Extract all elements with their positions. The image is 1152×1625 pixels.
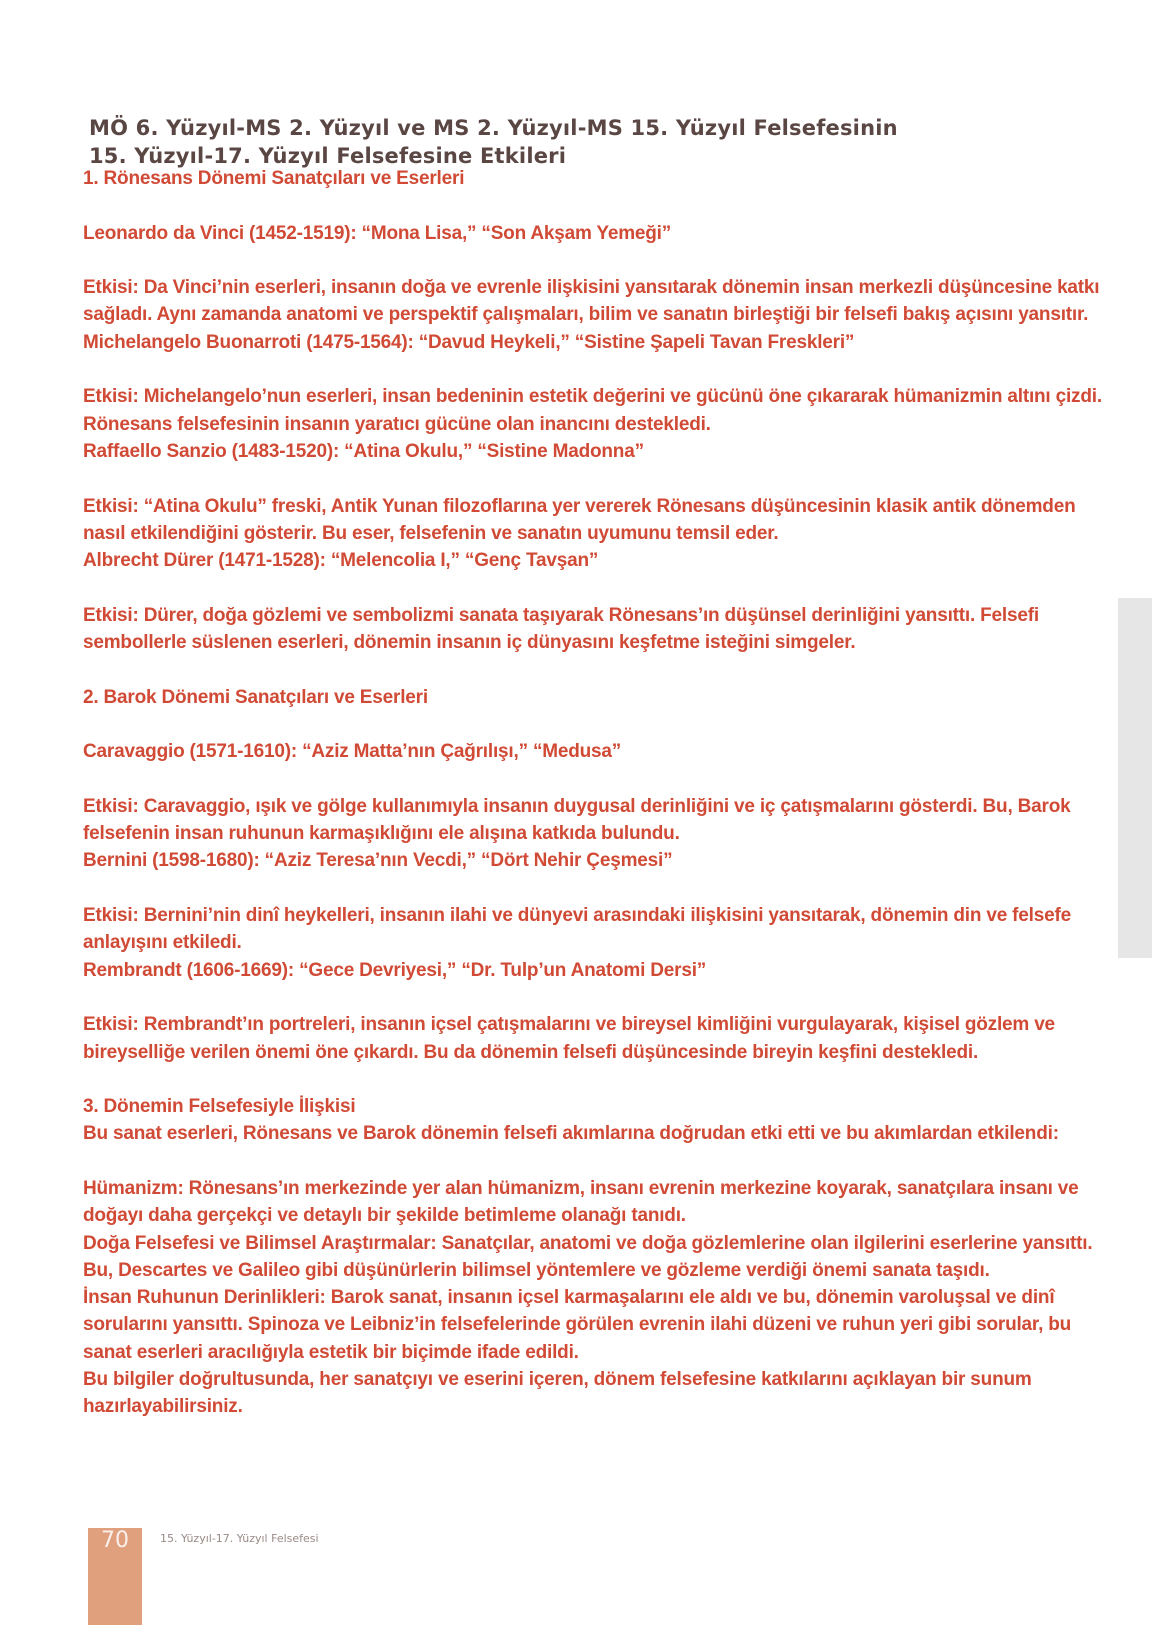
effect-raffaello: Etkisi: “Atina Okulu” freski, Antik Yunan filozoflarına yer vererek Rönesans düşüncesinin klasik antik dönemden nasıl etkilendiğini gösterir. Bu eser, felsefenin ve sanatın uyumunu temsil eder. xyxy=(83,495,1076,544)
philosophy-intro: Bu sanat eserleri, Rönesans ve Barok dönemin felsefi akımlarına doğrudan etki etti ve bu akımlardan etkilendi: xyxy=(83,1123,1059,1145)
effect-leonardo: Etkisi: Da Vinci’nin eserleri, insanın doğa ve evrenle ilişkisini yansıtarak dönemin insan merkezli düşüncesine katkı sağladı. Aynı zamanda anatomi ve perspektif çalışmaları, bilim ve sanatın birleştiği bir felsefi bakış açısını yansıtır. xyxy=(83,277,1100,326)
effect-michelangelo: Etkisi: Michelangelo’nun eserleri, insan bedeninin estetik değerini ve gücünü öne çıkararak hümanizmin altını çizdi. Rönesans felsefesinin insanın yaratıcı gücüne olan inancını destekledi. xyxy=(83,386,1102,435)
artist-raffaello: Raffaello Sanzio (1483-1520): “Atina Okulu,” “Sistine Madonna” xyxy=(83,440,644,462)
section-title-renaissance: 1. Rönesans Dönemi Sanatçıları ve Eserleri xyxy=(83,168,465,189)
artist-michelangelo: Michelangelo Buonarroti (1475-1564): “Davud Heykeli,” “Sistine Şapeli Tavan Freskleri” xyxy=(83,331,855,353)
item-human-soul: İnsan Ruhunun Derinlikleri: Barok sanat, insanın içsel karmaşalarını ele aldı ve bu, dönemin varoluşsal ve dinî sorularını yansıttı. Spinoza ve Leibniz’in felsefelerinde görülen evrenin ilahi düzeni ve ruhun yeri gibi sorular, bu sanat eserleri aracılığıyla estetik bir biçimde ifade edildi. xyxy=(83,1287,1072,1363)
running-footer: 15. Yüzyıl-17. Yüzyıl Felsefesi xyxy=(160,1532,319,1545)
effect-caravaggio: Etkisi: Caravaggio, ışık ve gölge kullanımıyla insanın duygusal derinliğini ve iç çatışmalarını gösterdi. Bu, Barok felsefenin insan ruhunun karmaşıklığını ele alışına katkıda bulundu. xyxy=(83,795,1071,845)
artist-rembrandt: Rembrandt (1606-1669): “Gece Devriyesi,” “Dr. Tulp’un Anatomi Dersi” xyxy=(83,959,707,981)
artist-durer: Albrecht Dürer (1471-1528): “Melencolia I,” “Genç Tavşan” xyxy=(83,550,599,572)
artist-leonardo: Leonardo da Vinci (1452-1519): “Mona Lisa,” “Son Akşam Yemeği” xyxy=(83,222,672,244)
closing-task: Bu bilgiler doğrultusunda, her sanatçıyı ve eserini içeren, dönem felsefesine katkılarını açıklayan bir sunum hazırlayabilirsiniz. xyxy=(83,1369,1032,1418)
body-text xyxy=(83,165,1118,1421)
artist-caravaggio: Caravaggio (1571-1610): “Aziz Matta’nın Çağrılışı,” “Medusa” xyxy=(83,741,622,763)
artist-bernini: Bernini (1598-1680): “Aziz Teresa’nın Vecdi,” “Dört Nehir Çeşmesi” xyxy=(83,850,673,872)
section-title-baroque: 2. Barok Dönemi Sanatçıları ve Eserleri xyxy=(83,686,428,708)
item-humanism: Hümanizm: Rönesans’ın merkezinde yer alan hümanizm, insanı evrenin merkezine koyarak, sanatçılara insanı ve doğayı daha gerçekçi ve detaylı bir şekilde betimleme olanağı tanıdı. xyxy=(83,1177,1079,1227)
page-number: 70 xyxy=(101,1528,129,1553)
effect-rembrandt: Etkisi: Rembrandt’ın portreleri, insanın içsel çatışmalarını ve bireysel kimliğini vurgulayarak, kişisel gözlem ve bireyselliğe verilen önemi öne çıkardı. Bu da dönemin felsefi düşüncesinde bireyin keşfini destekledi. xyxy=(83,1014,1055,1063)
effect-durer: Etkisi: Dürer, doğa gözlemi ve sembolizmi sanata taşıyarak Rönesans’ın düşünsel derinliğini yansıttı. Felsefi sembollerle süslenen eserleri, dönemin insanın iç dünyasını keşfetme isteğini simgeler. xyxy=(83,604,1039,654)
heading-line-2: 15. Yüzyıl-17. Yüzyıl Felsefesine Etkileri xyxy=(89,144,567,168)
effect-bernini: Etkisi: Bernini’nin dinî heykelleri, insanın ilahi ve dünyevi arasındaki ilişkisini yansıtarak, dönemin din ve felsefe anlayışını etkiledi. xyxy=(83,905,1071,954)
side-tab xyxy=(1118,598,1152,958)
item-natural-philosophy: Doğa Felsefesi ve Bilimsel Araştırmalar: Sanatçılar, anatomi ve doğa gözlemlerine olan ilgilerini eserlerine yansıttı. Bu, Descartes ve Galileo gibi düşünürlerin bilimsel yöntemlere ve gözleme verdiği önemi sanata taşıdı. xyxy=(83,1232,1093,1281)
page-heading xyxy=(89,114,1089,170)
section-title-philosophy: 3. Dönemin Felsefesiyle İlişkisi xyxy=(83,1096,356,1118)
heading-line-1: MÖ 6. Yüzyıl-MS 2. Yüzyıl ve MS 2. Yüzyıl-MS 15. Yüzyıl Felsefesinin xyxy=(89,116,898,140)
